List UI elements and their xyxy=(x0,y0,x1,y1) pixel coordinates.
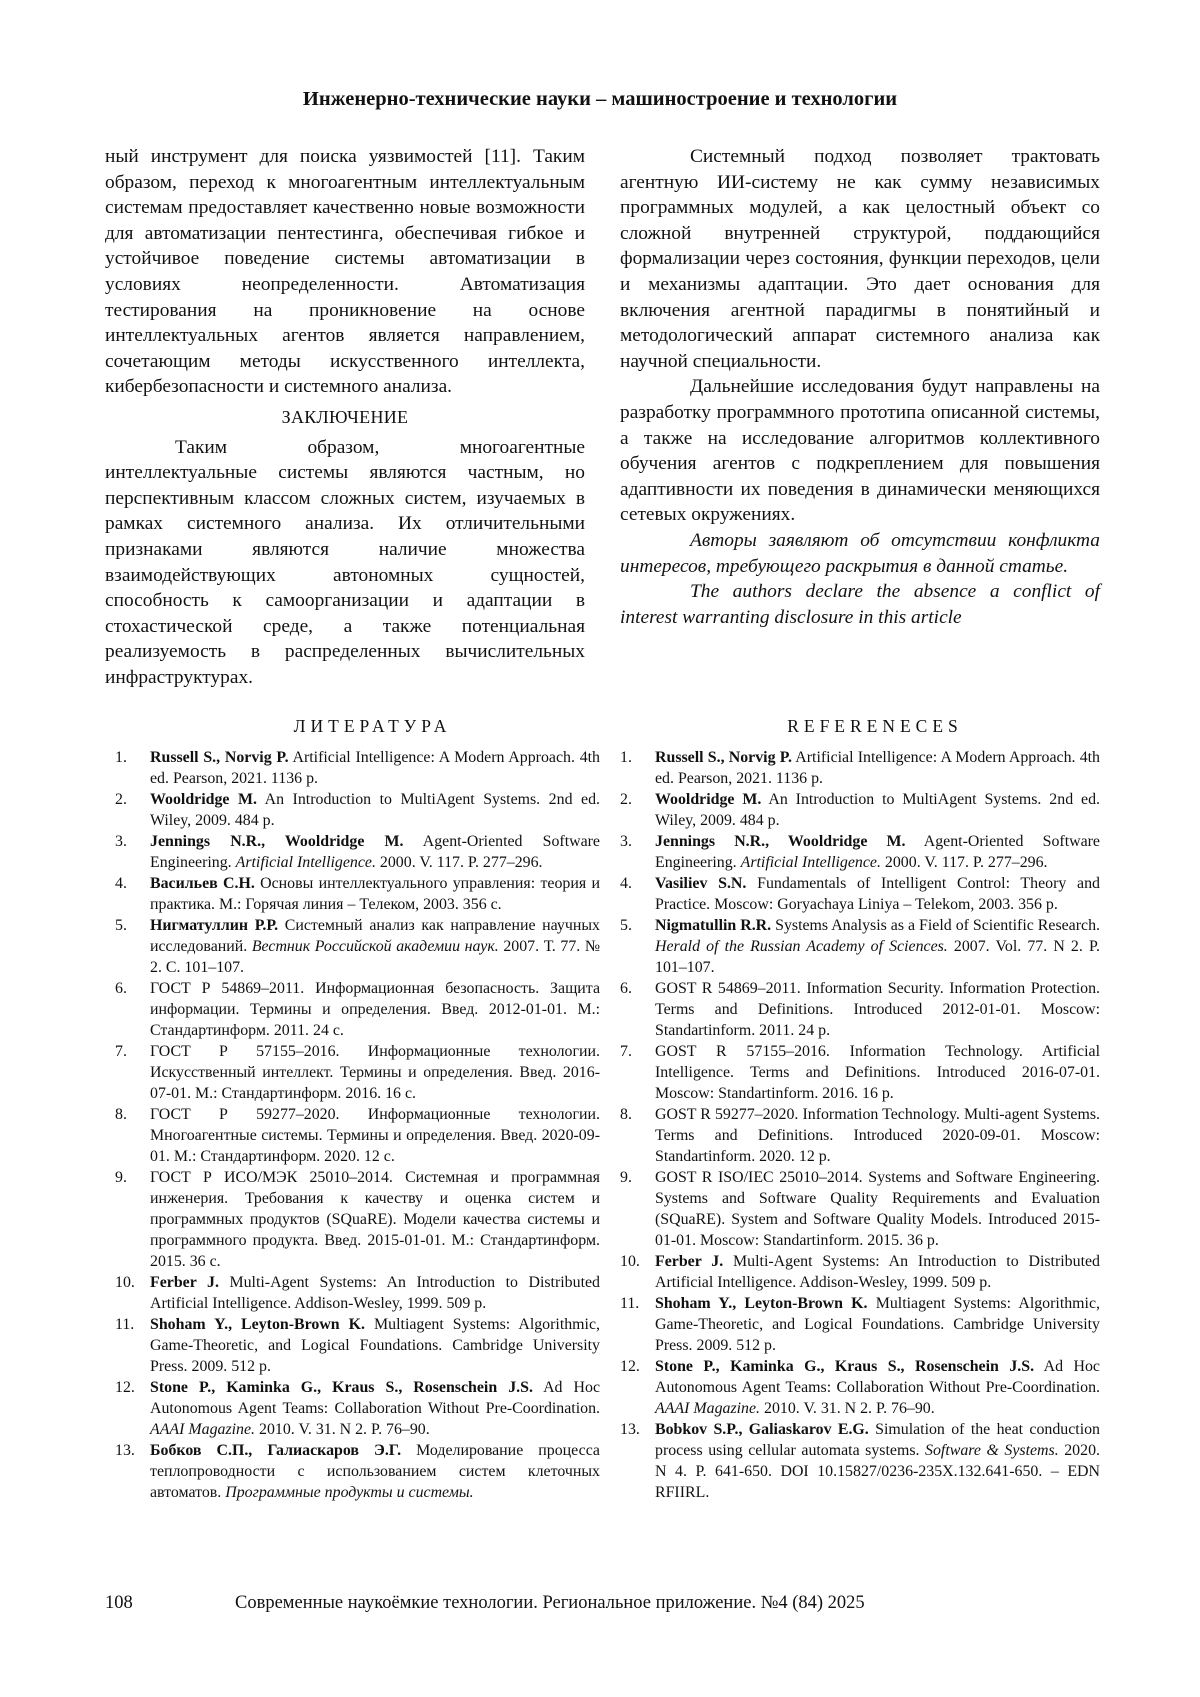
reference-text: Fundamentals of Intelligent Control: Theory and Practice. Moscow: Goryachaya Liniya – Telekom, 2003. 356 p. xyxy=(655,875,1100,913)
reference-text: An Introduction to MultiAgent Systems. 2nd ed. Wiley, 2009. 484 p. xyxy=(150,791,601,829)
reference-authors: Nigmatullin R.R. xyxy=(655,917,772,934)
reference-item xyxy=(610,1041,1100,1104)
conclusion-heading: ЗАКЛЮЧЕНИЕ xyxy=(281,406,409,427)
reference-item xyxy=(105,1041,600,1104)
reference-authors: Нигматуллин Р.Р. xyxy=(150,917,279,934)
reference-text: Simulation of the heat conduction process using cellular automata systems. xyxy=(655,1421,1101,1459)
reference-details: 2000. V. 117. P. 277–296. xyxy=(375,854,543,871)
reference-number: 9. xyxy=(620,1169,632,1186)
conflict-statement-ru: Авторы заявляют об отсутствии конфликта интересов, требующего раскрытия в данной статье. xyxy=(620,529,1100,577)
reference-item xyxy=(610,1293,1100,1356)
reference-details: 2020. N 4. P. 641-650. DOI 10.15827/0236-235X.132.641-650. – EDN RFIIRL. xyxy=(655,1442,1100,1501)
reference-number: 2. xyxy=(620,791,632,808)
reference-authors: Stone P., Kaminka G., Kraus S., Rosenschein J.S. xyxy=(655,1358,1035,1375)
body-paragraph: Системный подход позволяет трактовать агентную ИИ-систему не как сумму независимых программных модулей, а как целостный объект со сложной внутренней структурой, поддающийся формализации через состояния, функции переходов, цели и механизмы адаптации. Это дает основания для включения агентной парадигмы в понятийный и методологический аппарат системного анализа как научной специальности. xyxy=(620,146,1100,372)
reference-number: 4. xyxy=(115,875,127,892)
reference-text: Agent-Oriented Software Engineering. xyxy=(655,833,1100,871)
reference-item xyxy=(105,747,600,789)
reference-text: ГОСТ Р 57155–2016. Информационные технологии. Искусственный интеллект. Термины и определения. Введ. 2016-07-01. М.: Стандартинформ. 2016. 16 с. xyxy=(150,1043,600,1102)
reference-item xyxy=(105,1440,600,1503)
reference-number: 3. xyxy=(115,833,127,850)
reference-authors: Vasiliev S.N. xyxy=(655,875,747,892)
reference-authors: Bobkov S.P., Galiaskarov E.G. xyxy=(655,1421,869,1438)
reference-text: ГОСТ Р ИСО/МЭК 25010–2014. Системная и программная инженерия. Требования к качеству и оценка систем и программных продуктов (SQuaRE). Модели качества системы и программного продукта. Введ. 2015-01-01. М.: Стандартинформ. 2015. 36 с. xyxy=(150,1169,600,1270)
body-paragraph: Дальнейшие исследования будут направлены на разработку программного прототипа описанной системы, а также на исследование алгоритмов коллективного обучения агентов с подкреплением для повышения адаптивности их поведения в динамически меняющихся сетевых окружениях. xyxy=(620,376,1100,526)
reference-number: 13. xyxy=(620,1421,640,1438)
reference-item xyxy=(105,1314,600,1377)
reference-text: Основы интеллектуального управления: теория и практика. М.: Горячая линия – Телеком, 2003. 356 с. xyxy=(150,875,600,913)
reference-source: Herald of the Russian Academy of Sciences. xyxy=(655,938,948,955)
reference-authors: Stone P., Kaminka G., Kraus S., Rosenschein J.S. xyxy=(150,1379,533,1396)
reference-item xyxy=(610,789,1100,831)
reference-item xyxy=(610,1419,1100,1503)
reference-source: Artificial Intelligence. xyxy=(235,854,376,871)
reference-text: GOST R 57155–2016. Information Technology. Artificial Intelligence. Terms and Definitions. Introduced 2016-07-01. Moscow: Standartinform. 2016. 16 p. xyxy=(655,1043,1100,1102)
body-paragraph: Таким образом, многоагентные интеллектуальные системы являются частным, но перспективным классом сложных систем, изучаемых в рамках системного анализа. Их отличительными признаками являются наличие множества взаимодействующих автономных сущностей, способность к самоорганизации и адаптации в стохастической среде, а также потенциальная реализуемость в распределенных вычислительных инфраструктурах. xyxy=(105,436,585,688)
reference-number: 8. xyxy=(620,1106,632,1123)
reference-authors: Wooldridge M. xyxy=(655,791,762,808)
literature-section xyxy=(105,716,600,1503)
reference-authors: Васильев С.Н. xyxy=(150,875,255,892)
left-text-column xyxy=(105,144,585,690)
reference-text: ГОСТ Р 59277–2020. Информационные технологии. Многоагентные системы. Термины и определения. Введ. 2020-09-01. М.: Стандартинформ. 2020. 12 с. xyxy=(150,1106,600,1165)
reference-number: 7. xyxy=(620,1043,632,1060)
reference-text: ГОСТ Р 54869–2011. Информационная безопасность. Защита информации. Термины и определения. Введ. 2012-01-01. М.: Стандартинформ. 2011. 24 с. xyxy=(150,980,600,1039)
reference-number: 5. xyxy=(115,917,127,934)
reference-item xyxy=(105,1167,600,1272)
reference-details: 2007. Vol. 77. N 2. P. 101–107. xyxy=(655,938,1100,976)
reference-authors: Shoham Y., Leyton-Brown K. xyxy=(150,1316,366,1333)
reference-authors: Jennings N.R., Wooldridge M. xyxy=(655,833,906,850)
reference-text: GOST R 59277–2020. Information Technology. Multi-agent Systems. Terms and Definitions. Introduced 2020-09-01. Moscow: Standartinform. 2020. 12 p. xyxy=(655,1106,1100,1165)
reference-text: Ad Hoc Autonomous Agent Teams: Collaboration Without Pre-Coordination. xyxy=(655,1358,1100,1396)
reference-text: An Introduction to MultiAgent Systems. 2nd ed. Wiley, 2009. 484 p. xyxy=(655,791,1101,829)
reference-text: Multiagent Systems: Algorithmic, Game-Theoretic, and Logical Foundations. Cambridge University Press. 2009. 512 p. xyxy=(655,1295,1100,1354)
reference-text: Ad Hoc Autonomous Agent Teams: Collaboration Without Pre-Coordination. xyxy=(150,1379,600,1417)
reference-text: Multi-Agent Systems: An Introduction to Distributed Artificial Intelligence. Addison-Wesley, 1999. 509 p. xyxy=(655,1253,1100,1291)
reference-text: Multi-Agent Systems: An Introduction to Distributed Artificial Intelligence. Addison-Wesley, 1999. 509 p. xyxy=(150,1274,600,1312)
reference-number: 11. xyxy=(620,1295,640,1312)
reference-source: Artificial Intelligence. xyxy=(740,854,881,871)
reference-item xyxy=(105,1104,600,1167)
references-section xyxy=(610,716,1100,1503)
reference-number: 4. xyxy=(620,875,632,892)
literature-list xyxy=(105,747,600,1503)
reference-number: 10. xyxy=(620,1253,640,1270)
reference-details: 2000. V. 117. P. 277–296. xyxy=(880,854,1048,871)
reference-item xyxy=(610,915,1100,978)
reference-item xyxy=(610,1356,1100,1419)
references-list xyxy=(610,747,1100,1503)
reference-source: Программные продукты и системы. xyxy=(225,1484,474,1501)
reference-number: 12. xyxy=(620,1358,640,1375)
journal-title: Современные наукоёмкие технологии. Региональное приложение. №4 (84) 2025 xyxy=(235,1593,865,1613)
reference-authors: Бобков С.П., Галиаскаров Э.Г. xyxy=(150,1442,402,1459)
reference-item xyxy=(610,873,1100,915)
reference-text: Artificial Intelligence: A Modern Approach. 4th ed. Pearson, 2021. 1136 p. xyxy=(655,749,1101,787)
reference-number: 6. xyxy=(620,980,632,997)
reference-source: AAAI Magazine. xyxy=(655,1400,761,1417)
reference-item xyxy=(105,1272,600,1314)
right-text-column xyxy=(620,144,1100,630)
reference-number: 1. xyxy=(620,749,632,766)
reference-authors: Ferber J. xyxy=(150,1274,219,1291)
reference-text: Multiagent Systems: Algorithmic, Game-Theoretic, and Logical Foundations. Cambridge University Press. 2009. 512 p. xyxy=(150,1316,600,1375)
reference-number: 11. xyxy=(115,1316,135,1333)
reference-number: 1. xyxy=(115,749,127,766)
literature-heading: ЛИТЕРАТУРА xyxy=(293,716,452,736)
reference-number: 3. xyxy=(620,833,632,850)
reference-number: 10. xyxy=(115,1274,135,1291)
reference-authors: Shoham Y., Leyton-Brown K. xyxy=(655,1295,868,1312)
reference-text: Artificial Intelligence: A Modern Approach. 4th ed. Pearson, 2021. 1136 p. xyxy=(150,749,600,787)
reference-item xyxy=(610,1104,1100,1167)
reference-number: 6. xyxy=(115,980,127,997)
reference-text: Agent-Oriented Software Engineering. xyxy=(150,833,600,871)
reference-details: 2010. V. 31. N 2. P. 76–90. xyxy=(760,1400,935,1417)
reference-text: Системный анализ как направление научных исследований. xyxy=(150,917,600,955)
reference-number: 7. xyxy=(115,1043,127,1060)
reference-number: 2. xyxy=(115,791,127,808)
references-heading: REFERENECES xyxy=(787,716,963,736)
page-number: 108 xyxy=(105,1593,133,1613)
reference-details: 2007. Т. 77. № 2. С. 101–107. xyxy=(150,938,600,976)
reference-source: Software & Systems. xyxy=(925,1442,1059,1459)
reference-item xyxy=(610,831,1100,873)
conflict-statement-en: The authors declare the absence a conflict of interest warranting disclosure in this article xyxy=(620,581,1100,628)
reference-number: 13. xyxy=(115,1442,135,1459)
reference-authors: Russell S., Norvig P. xyxy=(655,749,792,766)
running-head: Инженерно-технические науки – машиностроение и технологии xyxy=(302,88,898,110)
reference-text: Systems Analysis as a Field of Scientific Research. xyxy=(771,917,1100,934)
reference-item xyxy=(105,831,600,873)
reference-item xyxy=(105,873,600,915)
reference-text: GOST R ISO/IEC 25010–2014. Systems and Software Engineering. Systems and Software Quality Requirements and Evaluation (SQuaRE). System and Software Quality Models. Introduced 2015-01-01. Moscow: Standartinform. 2015. 36 p. xyxy=(655,1169,1100,1249)
reference-item xyxy=(610,747,1100,789)
reference-authors: Russell S., Norvig P. xyxy=(150,749,289,766)
reference-number: 8. xyxy=(115,1106,127,1123)
reference-item xyxy=(105,1377,600,1440)
reference-source: AAAI Magazine. xyxy=(150,1421,256,1438)
reference-item xyxy=(105,915,600,978)
reference-text: Моделирование процесса теплопроводности с использованием систем клеточных автоматов. xyxy=(150,1442,600,1501)
reference-authors: Wooldridge M. xyxy=(150,791,257,808)
reference-number: 9. xyxy=(115,1169,127,1186)
reference-number: 5. xyxy=(620,917,632,934)
body-paragraph: ный инструмент для поиска уязвимостей [11]. Таким образом, переход к многоагентным интеллектуальным системам предоставляет качественно новые возможности для автоматизации пентестинга, обеспечивая гибкое и устойчивое поведение системы автоматизации в условиях неопределенности. Автоматизация тестирования на проникновение на основе интеллектуальных агентов является направлением, сочетающим методы искусственного интеллекта, кибербезопасности и системного анализа. xyxy=(105,146,585,398)
reference-item xyxy=(105,978,600,1041)
reference-item xyxy=(610,1251,1100,1293)
reference-authors: Jennings N.R., Wooldridge M. xyxy=(150,833,404,850)
reference-details: 2010. V. 31. N 2. P. 76–90. xyxy=(255,1421,430,1438)
reference-source: Вестник Российской академии наук. xyxy=(251,938,499,955)
reference-number: 12. xyxy=(115,1379,135,1396)
reference-item xyxy=(610,1167,1100,1251)
reference-item xyxy=(610,978,1100,1041)
reference-authors: Ferber J. xyxy=(655,1253,724,1270)
reference-text: GOST R 54869–2011. Information Security. Information Protection. Terms and Definitions. Introduced 2012-01-01. Moscow: Standartinform. 2011. 24 p. xyxy=(655,980,1100,1039)
reference-item xyxy=(105,789,600,831)
